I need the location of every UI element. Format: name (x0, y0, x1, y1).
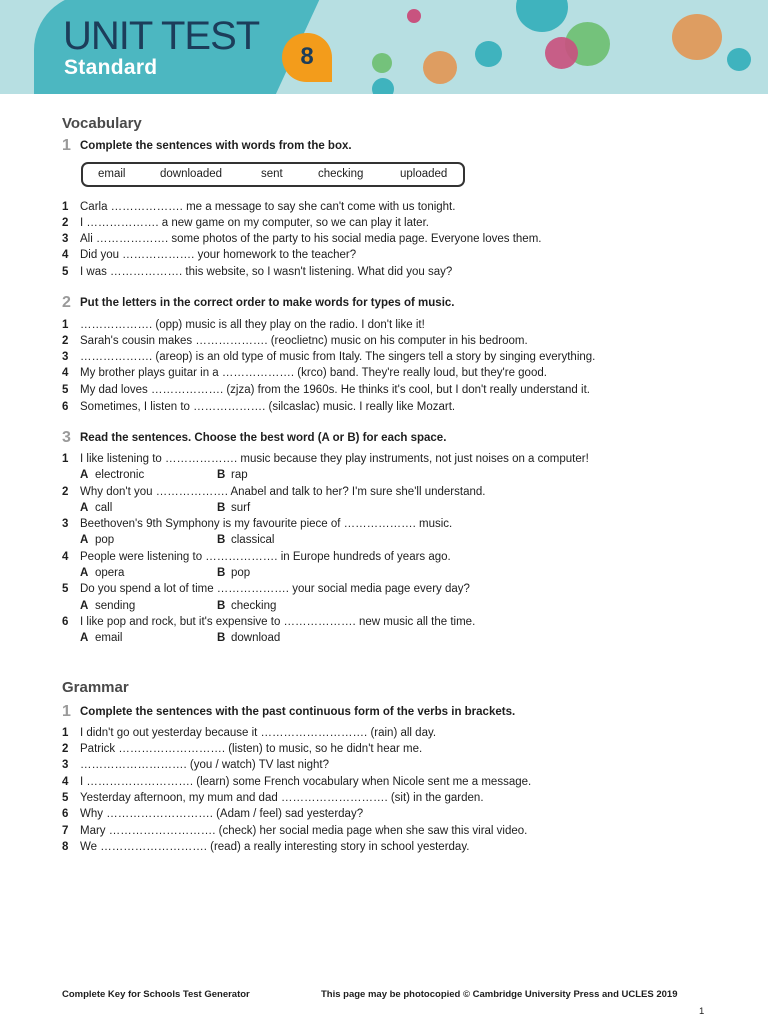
page-title: UNIT TEST (63, 14, 260, 58)
word-box-item: checking (318, 168, 364, 180)
question-number: 6 (62, 616, 69, 628)
option-a-letter: A (80, 469, 89, 481)
exercise-number: 2 (62, 294, 71, 311)
question-number: 5 (62, 583, 69, 595)
question-text: We ………………………. (read) a really interesting story in school yesterday. (80, 841, 470, 853)
question-text: Patrick ………………………. (listen) to music, so he didn't hear me. (80, 743, 423, 755)
question-number: 1 (62, 453, 69, 465)
option-b-letter: B (217, 502, 226, 514)
decor-circle (727, 48, 751, 71)
section-heading-vocabulary: Vocabulary (62, 115, 142, 132)
option-a-text: sending (95, 600, 136, 612)
decor-circle (407, 9, 421, 23)
page-number: 1 (699, 1006, 705, 1017)
decor-circle (372, 78, 394, 94)
question-text: Beethoven's 9th Symphony is my favourite piece of ………………. music. (80, 518, 453, 530)
question-number: 4 (62, 367, 69, 379)
question-number: 1 (62, 727, 69, 739)
page-subtitle: Standard (64, 56, 158, 79)
question-number: 2 (62, 217, 69, 229)
question-text: My dad loves ………………. (zjza) from the 1960s. He thinks it's cool, but I don't really understand it. (80, 384, 590, 396)
option-a-letter: A (80, 632, 89, 644)
decor-circle (475, 41, 502, 67)
option-b-text: surf (231, 502, 251, 514)
question-number: 5 (62, 792, 69, 804)
question-number: 2 (62, 743, 69, 755)
instruction-text: Complete the sentences with the past continuous form of the verbs in brackets. (80, 706, 516, 718)
question-number: 4 (62, 551, 69, 563)
option-b-letter: B (217, 534, 226, 546)
option-a-text: electronic (95, 469, 145, 481)
unit-number-badge: 8 (282, 33, 332, 82)
question-text: People were listening to ………………. in Europe hundreds of years ago. (80, 551, 451, 563)
option-a-letter: A (80, 567, 89, 579)
question-text: Mary ………………………. (check) her social media page when she saw this viral video. (80, 825, 528, 837)
decor-circle (516, 0, 568, 32)
decor-circle (672, 14, 722, 60)
word-box-item: uploaded (400, 168, 448, 180)
question-text: Do you spend a lot of time ………………. your social media page every day? (80, 583, 470, 595)
word-box-item: email (98, 168, 126, 180)
question-number: 5 (62, 384, 69, 396)
question-number: 3 (62, 518, 69, 530)
instruction-text: Complete the sentences with words from the box. (80, 140, 352, 152)
question-number: 1 (62, 201, 69, 213)
question-text: ………………………. (you / watch) TV last night? (80, 759, 330, 771)
option-b-letter: B (217, 600, 226, 612)
exercise-number: 1 (62, 703, 71, 720)
option-b-text: pop (231, 567, 251, 579)
option-a-text: pop (95, 534, 115, 546)
footer-source: Complete Key for Schools Test Generator (62, 989, 250, 1000)
question-text: I like pop and rock, but it's expensive to ………………. new music all the time. (80, 616, 476, 628)
decor-circle (423, 51, 457, 84)
option-b-text: rap (231, 469, 248, 481)
question-number: 3 (62, 233, 69, 245)
option-a-text: opera (95, 567, 125, 579)
question-number: 7 (62, 825, 69, 837)
question-text: Why ………………………. (Adam / feel) sad yesterday? (80, 808, 364, 820)
question-number: 6 (62, 401, 69, 413)
section-heading-grammar: Grammar (62, 679, 129, 696)
option-b-text: checking (231, 600, 277, 612)
question-number: 4 (62, 249, 69, 261)
question-number: 8 (62, 841, 69, 853)
question-number: 1 (62, 319, 69, 331)
exercise-number: 1 (62, 137, 71, 154)
question-text: Sometimes, I listen to ………………. (silcaslac) music. I really like Mozart. (80, 401, 456, 413)
question-text: ………………. (opp) music is all they play on the radio. I don't like it! (80, 319, 425, 331)
option-a-text: call (95, 502, 113, 514)
option-a-letter: A (80, 502, 89, 514)
question-number: 6 (62, 808, 69, 820)
option-a-letter: A (80, 534, 89, 546)
question-text: Did you ………………. your homework to the teacher? (80, 249, 357, 261)
exercise-number: 3 (62, 429, 71, 446)
question-text: I was ………………. this website, so I wasn't listening. What did you say? (80, 266, 453, 278)
option-b-text: download (231, 632, 281, 644)
word-box-item: sent (261, 168, 283, 180)
question-text: Carla ………………. me a message to say she can't come with us tonight. (80, 201, 456, 213)
question-text: Ali ………………. some photos of the party to his social media page. Everyone loves them. (80, 233, 542, 245)
instruction-text: Read the sentences. Choose the best word (A or B) for each space. (80, 432, 447, 444)
option-a-text: email (95, 632, 123, 644)
question-number: 3 (62, 351, 69, 363)
question-text: I ………………………. (learn) some French vocabulary when Nicole sent me a message. (80, 776, 532, 788)
question-number: 3 (62, 759, 69, 771)
question-text: Yesterday afternoon, my mum and dad ………………………. (sit) in the garden. (80, 792, 484, 804)
question-text: My brother plays guitar in a ………………. (krco) band. They're really loud, but they're good. (80, 367, 547, 379)
question-text: I like listening to ………………. music because they play instruments, not just noises on a computer! (80, 453, 589, 465)
question-text: Sarah's cousin makes ………………. (reoclietnc) music on his computer in his bedroom. (80, 335, 528, 347)
option-b-letter: B (217, 469, 226, 481)
question-number: 5 (62, 266, 69, 278)
instruction-text: Put the letters in the correct order to make words for types of music. (80, 297, 455, 309)
word-box-item: downloaded (160, 168, 223, 180)
question-number: 2 (62, 486, 69, 498)
option-b-letter: B (217, 567, 226, 579)
option-a-letter: A (80, 600, 89, 612)
question-text: ………………. (areop) is an old type of music from Italy. The singers tell a story by singing everything. (80, 351, 596, 363)
question-number: 4 (62, 776, 69, 788)
decor-circle (545, 37, 578, 69)
option-b-text: classical (231, 534, 275, 546)
footer-copyright: This page may be photocopied © Cambridge University Press and UCLES 2019 (321, 989, 678, 1000)
question-text: Why don't you ………………. Anabel and talk to her? I'm sure she'll understand. (80, 486, 486, 498)
decor-circle (372, 53, 392, 73)
option-b-letter: B (217, 632, 226, 644)
word-box (81, 162, 465, 187)
question-number: 2 (62, 335, 69, 347)
question-text: I didn't go out yesterday because it ………………………. (rain) all day. (80, 727, 437, 739)
question-text: I ………………. a new game on my computer, so we can play it later. (80, 217, 429, 229)
